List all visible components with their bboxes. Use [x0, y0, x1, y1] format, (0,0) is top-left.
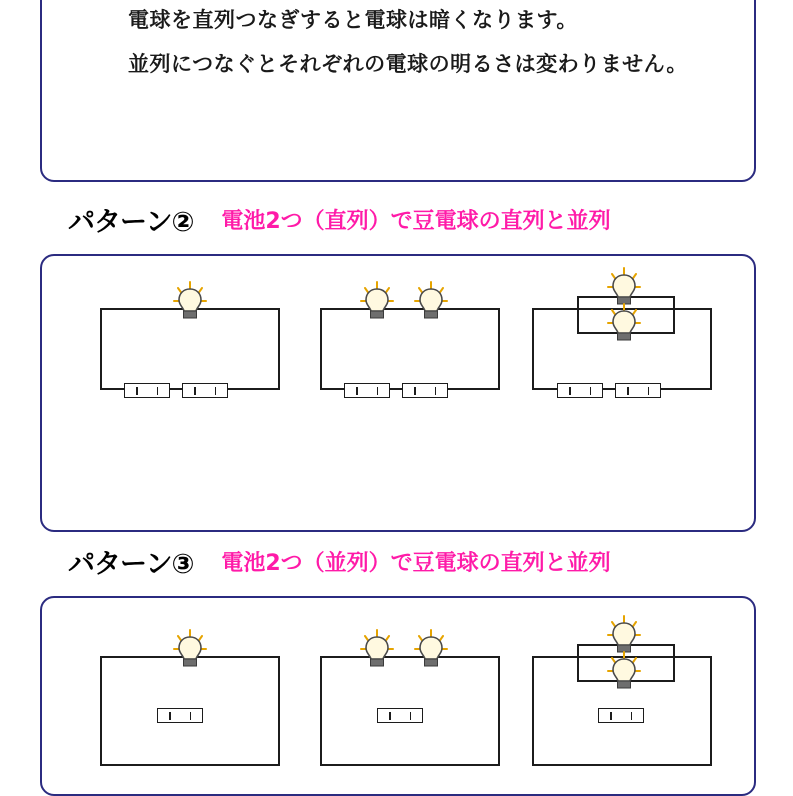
pattern-2-panel: [40, 254, 756, 532]
battery-icon: [557, 383, 603, 398]
light-bulb-icon: [414, 280, 448, 324]
light-bulb-icon: [607, 302, 641, 346]
pattern-1-caption-line-2: 並列につなぐとそれぞれの電球の明るさは変わりません。: [128, 52, 688, 76]
battery-icon: [182, 383, 228, 398]
wire-loop: [320, 308, 500, 390]
battery-icon: [157, 708, 203, 723]
light-bulb-icon: [360, 628, 394, 672]
light-bulb-icon: [607, 650, 641, 694]
battery-icon: [377, 708, 423, 723]
pattern-2-label: パターン②: [68, 207, 194, 238]
battery-icon: [615, 383, 661, 398]
pattern-2-heading: [68, 200, 611, 239]
pattern-1-caption-line-1: 電球を直列つなぎすると電球は暗くなります。: [128, 8, 578, 32]
pattern-3-label: パターン③: [68, 549, 194, 580]
battery-icon: [402, 383, 448, 398]
pattern-1-panel: [40, 0, 756, 182]
light-bulb-icon: [173, 628, 207, 672]
light-bulb-icon: [414, 628, 448, 672]
light-bulb-icon: [173, 280, 207, 324]
battery-icon: [344, 383, 390, 398]
battery-icon: [598, 708, 644, 723]
battery-icon: [124, 383, 170, 398]
pattern-3-heading: [68, 542, 611, 581]
light-bulb-icon: [360, 280, 394, 324]
pattern-3-panel: [40, 596, 756, 796]
pattern-2-description: 電池2つ（直列）で豆電球の直列と並列: [221, 209, 611, 234]
pattern-3-description: 電池2つ（並列）で豆電球の直列と並列: [221, 551, 611, 576]
